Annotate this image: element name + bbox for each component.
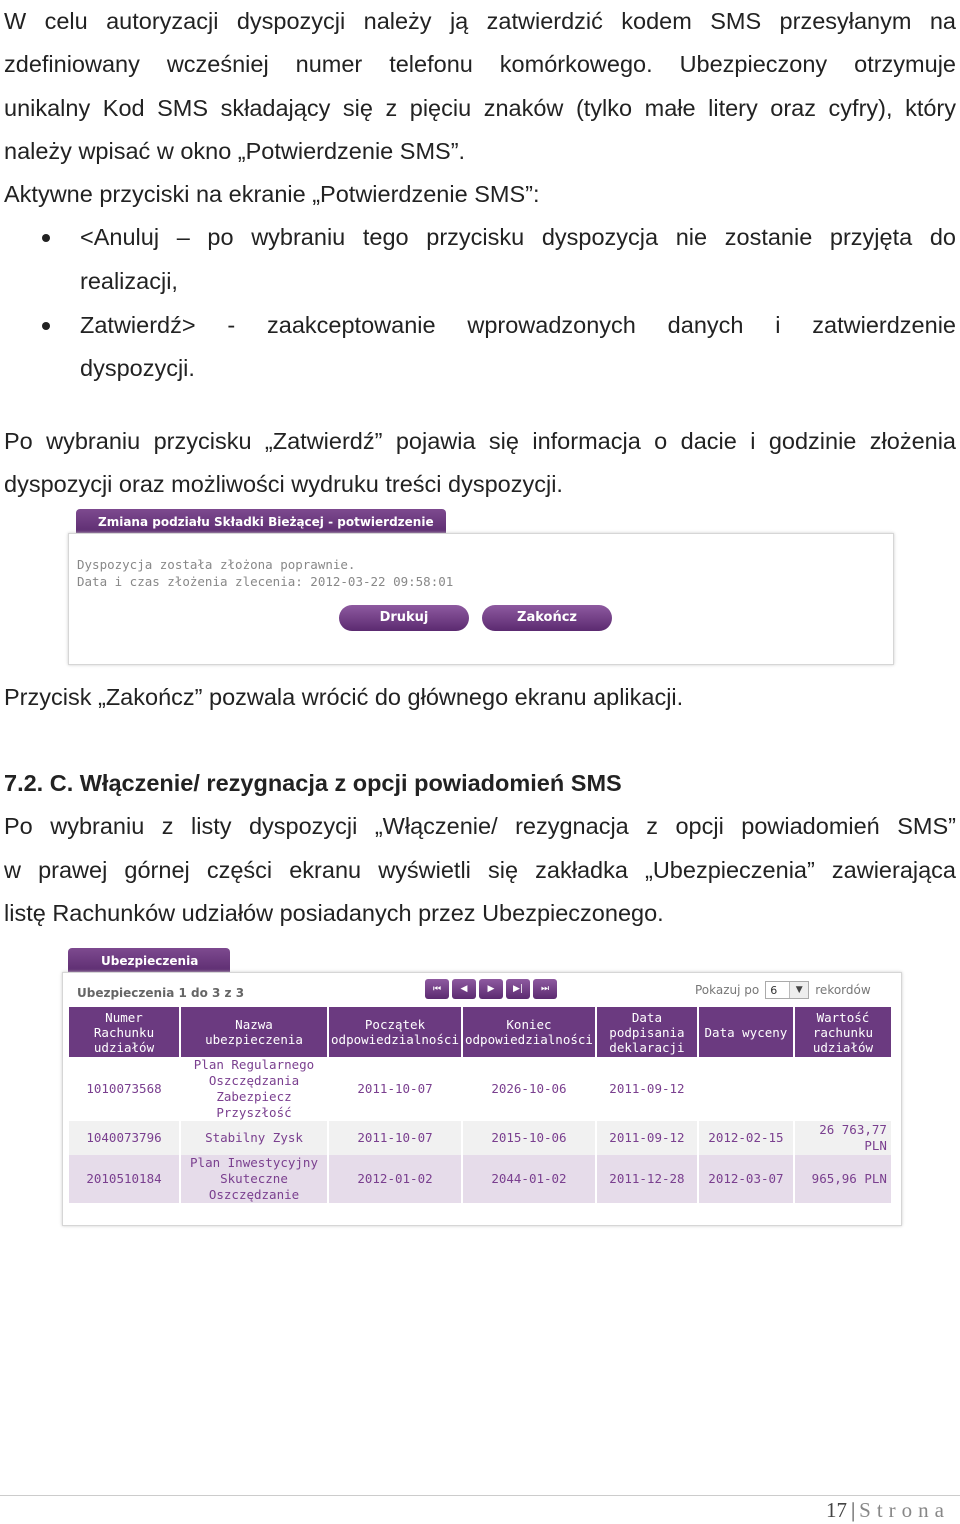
footer-separator: | (850, 1498, 856, 1522)
insurance-panel (62, 972, 902, 1226)
cell-account-number: 1040073796 (69, 1121, 179, 1155)
header-account-value[interactable]: Wartość rachunku udziałów (795, 1007, 891, 1057)
text-line: listę Rachunków udziałów posiadanych przez Ubezpieczonego. (4, 899, 664, 926)
header-signing-date[interactable]: Data podpisania deklaracji (597, 1007, 697, 1057)
page-size-value: 6 (770, 984, 778, 997)
footer-divider (0, 1495, 960, 1496)
page-word: Strona (859, 1498, 950, 1522)
text-line: dyspozycji oraz możliwości wydruku treści dyspozycji. (4, 471, 563, 498)
cell-end: 2044-01-02 (463, 1155, 595, 1203)
cell-account-value (795, 1057, 891, 1121)
insurance-tab[interactable]: Ubezpieczenia (68, 948, 230, 974)
confirmation-panel (68, 533, 894, 665)
confirmation-tab[interactable]: Zmiana podziału Składki Bieżącej - potwierdzenie (76, 509, 446, 535)
page-footer (826, 1498, 950, 1523)
confirmation-datetime: Data i czas złożenia zlecenia: 2012-03-22 09:58:01 (77, 574, 454, 589)
cell-account-number: 1010073568 (69, 1057, 179, 1121)
cell-signing-date: 2011-09-12 (597, 1057, 697, 1121)
cell-account-number: 2010510184 (69, 1155, 179, 1203)
header-start[interactable]: Początek odpowiedzialności (329, 1007, 461, 1057)
cell-valuation-date (699, 1057, 793, 1121)
text-line: należy wpisać w okno „Potwierdzenie SMS”. (4, 137, 466, 164)
cell-insurance-name: Stabilny Zysk (181, 1121, 327, 1155)
print-button[interactable]: Drukuj (339, 605, 469, 631)
insurance-screenshot (62, 948, 902, 1226)
paragraph-finish-info: Przycisk „Zakończ” pozwala wrócić do głównego ekranu aplikacji. (4, 684, 684, 710)
cell-valuation-date: 2012-03-07 (699, 1155, 793, 1203)
cell-signing-date: 2011-12-28 (597, 1155, 697, 1203)
header-account-number[interactable]: Numer Rachunku udziałów (69, 1007, 179, 1057)
paragraph-sms-notifications (4, 805, 956, 935)
page-size-select[interactable] (765, 981, 809, 999)
next-page-icon[interactable]: ▶ (479, 979, 503, 999)
page-number: 17 (825, 1498, 847, 1522)
text-line: w prawej górnej części ekranu wyświetli się zakładka „Ubezpieczenia” zawierająca (4, 856, 956, 883)
cell-insurance-name: Plan Regularnego Oszczędzania Zabezpiecz Przyszłość (181, 1057, 327, 1121)
next-block-icon[interactable]: ▶| (506, 979, 530, 999)
confirmation-screenshot (68, 509, 894, 665)
finish-button[interactable]: Zakończ (482, 605, 612, 631)
cell-insurance-name: Plan Inwestycyjny Skuteczne Oszczędzanie (181, 1155, 327, 1203)
section-heading: 7.2. C. Włączenie/ rezygnacja z opcji powiadomień SMS (4, 770, 622, 797)
first-page-icon[interactable]: ⏮ (425, 979, 449, 999)
confirmation-message: Dyspozycja została złożona poprawnie. (77, 557, 356, 572)
text-line: Po wybraniu przycisku „Zatwierdź” pojawia się informacja o dacie i godzinie złożenia (4, 427, 956, 454)
text-line: Po wybraniu z listy dyspozycji „Włączenie/ rezygnacja z opcji powiadomień SMS” (4, 813, 956, 840)
text-line: unikalny Kod SMS składający się z pięciu znaków (tylko małe litery oraz cyfry), który (4, 94, 956, 121)
prev-page-icon[interactable]: ◀ (452, 979, 476, 999)
text-line: realizacji, (80, 268, 178, 295)
cell-account-value: 26 763,77 PLN (795, 1121, 891, 1155)
header-valuation-date[interactable]: Data wyceny (699, 1007, 793, 1057)
paragraph-after-confirm (4, 420, 956, 507)
page-size-control (695, 981, 871, 999)
records-label: rekordów (815, 983, 871, 997)
cell-account-value: 965,96 PLN (795, 1155, 891, 1203)
header-insurance-name[interactable]: Nazwa ubezpieczenia (181, 1007, 327, 1057)
bullet-item-cancel (4, 216, 956, 303)
bullet-list (4, 216, 956, 390)
header-end[interactable]: Koniec odpowiedzialności (463, 1007, 595, 1057)
bullet-item-confirm (4, 304, 956, 391)
text-line: zdefiniowany wcześniej numer telefonu komórkowego. Ubezpieczony otrzymuje (4, 51, 956, 78)
cell-valuation-date: 2012-02-15 (699, 1121, 793, 1155)
text-line: Zatwierdź> - zaakceptowanie wprowadzonych danych i zatwierdzenie (80, 311, 956, 338)
cell-end: 2015-10-06 (463, 1121, 595, 1155)
last-page-icon[interactable]: ⏭ (533, 979, 557, 999)
cell-start: 2011-10-07 (329, 1121, 461, 1155)
document-body (4, 0, 956, 506)
cell-start: 2012-01-02 (329, 1155, 461, 1203)
text-line: <Anuluj – po wybraniu tego przycisku dyspozycja nie zostanie przyjęta do (80, 224, 956, 251)
records-summary: Ubezpieczenia 1 do 3 z 3 (77, 986, 245, 1000)
show-label: Pokazuj po (695, 983, 760, 997)
document-body-2 (4, 676, 956, 935)
cell-signing-date: 2011-09-12 (597, 1121, 697, 1155)
text-line: W celu autoryzacji dyspozycji należy ją zatwierdzić kodem SMS przesyłanym na (4, 8, 956, 34)
table-row[interactable] (69, 1121, 891, 1155)
text-line: dyspozycji. (80, 355, 195, 382)
paragraph-active-buttons: Aktywne przyciski na ekranie „Potwierdzenie SMS”: (4, 181, 540, 208)
cell-start: 2011-10-07 (329, 1057, 461, 1121)
chevron-down-icon[interactable]: ▼ (789, 982, 808, 998)
table-row[interactable] (69, 1057, 891, 1121)
pagination (425, 979, 557, 999)
paragraph-sms-authorization (4, 0, 956, 173)
insurance-table (67, 1007, 893, 1203)
cell-end: 2026-10-06 (463, 1057, 595, 1121)
table-row[interactable] (69, 1155, 891, 1203)
